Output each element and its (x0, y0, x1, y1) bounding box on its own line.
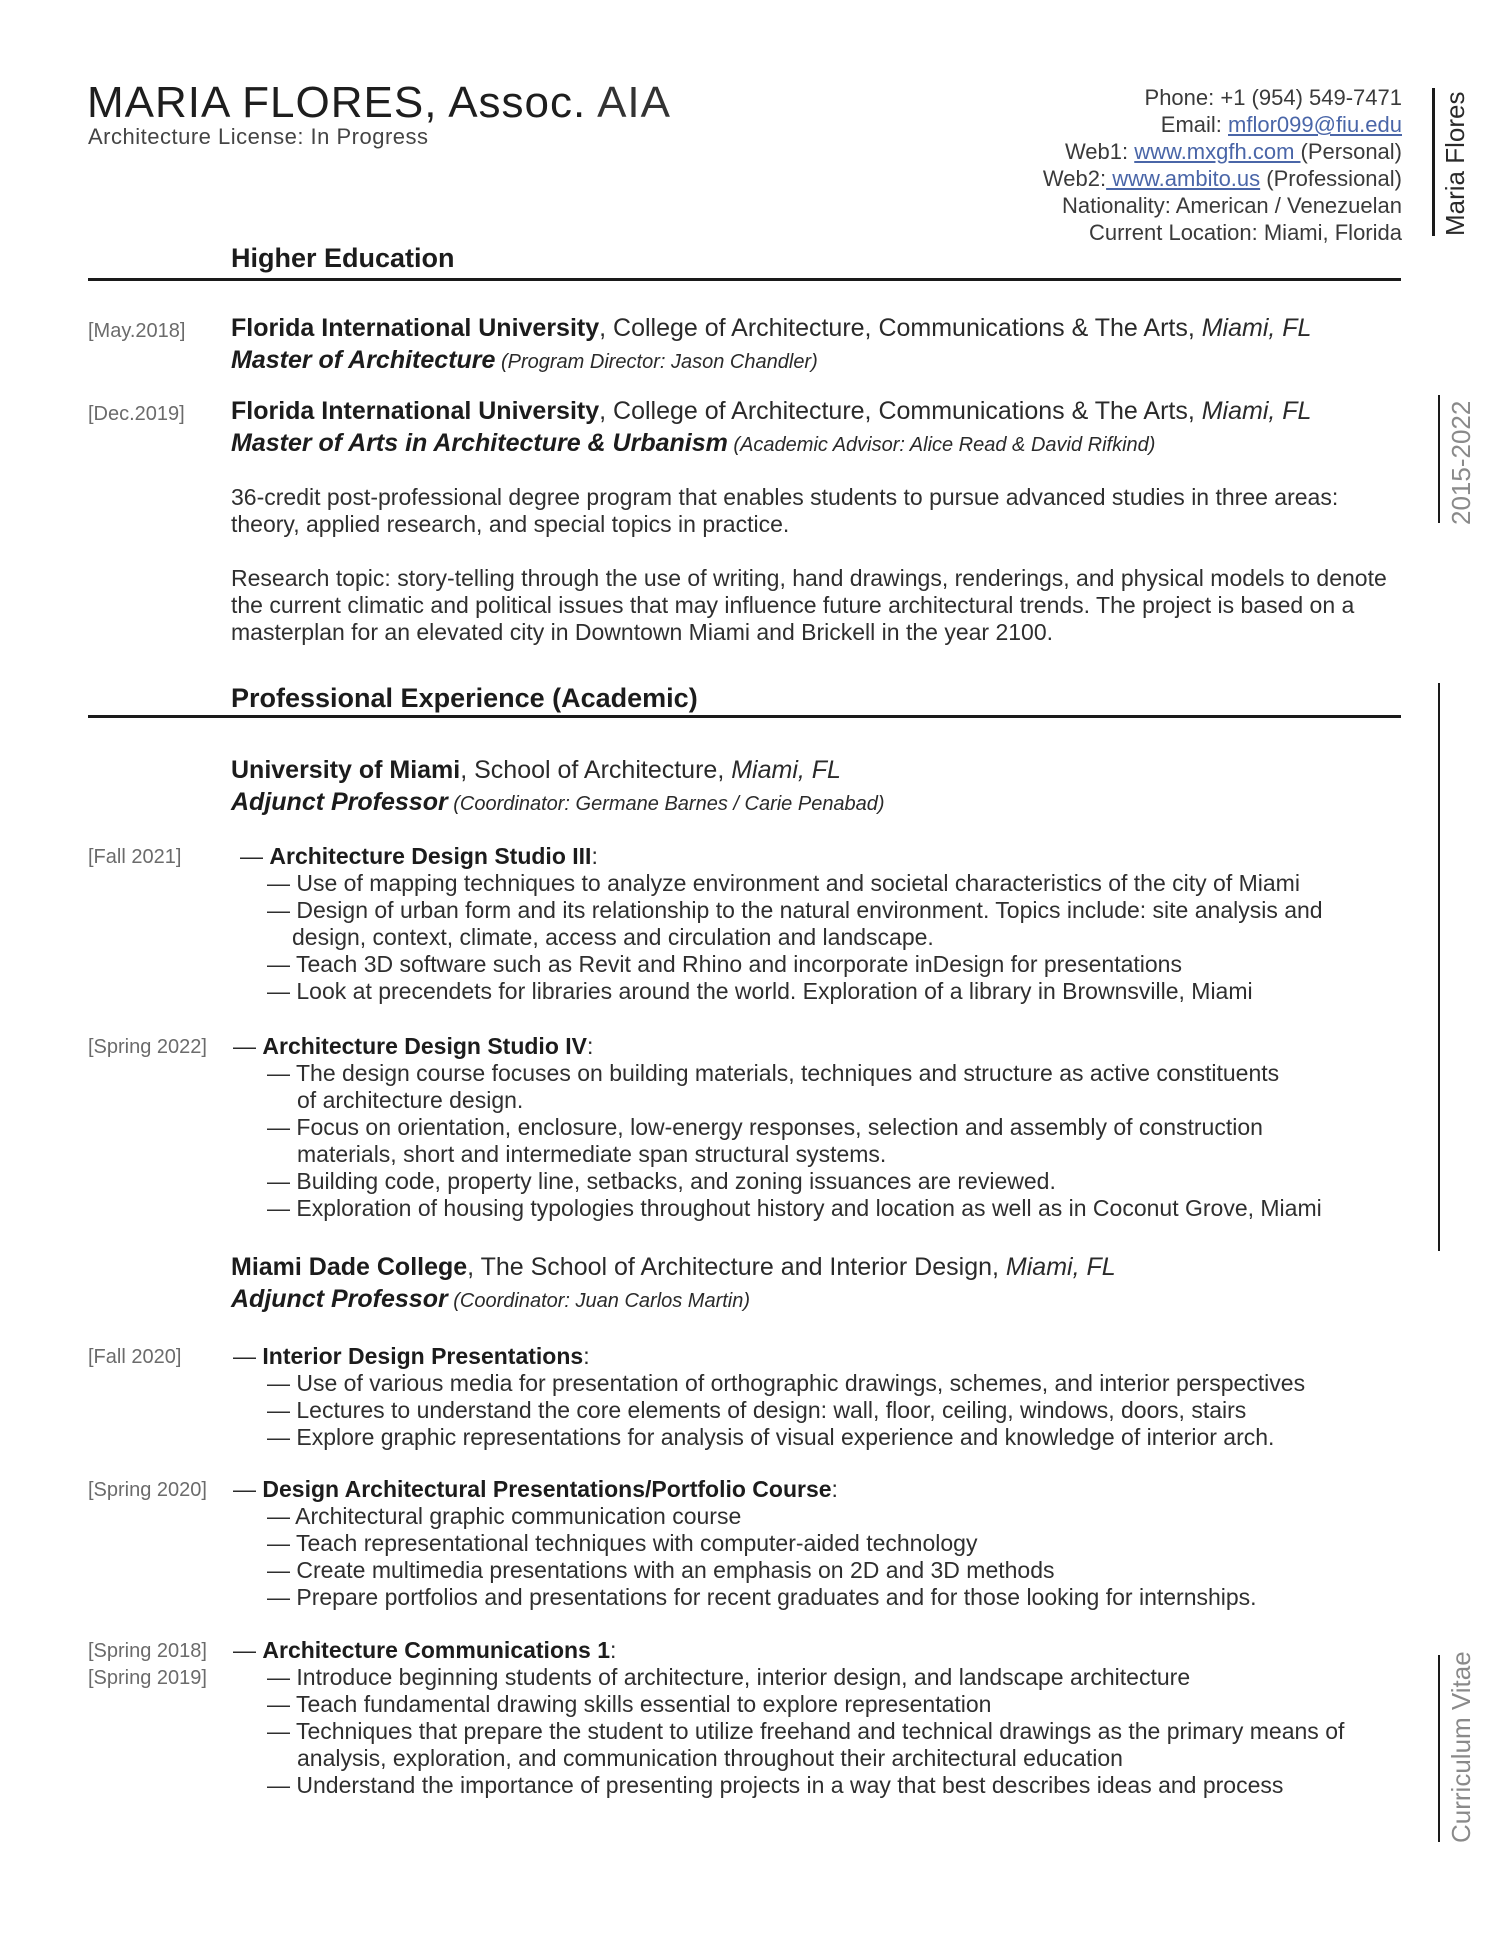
location: Miami, FL (1201, 314, 1312, 342)
bullet-item: — Look at precendets for libraries around the world. Exploration of a library in Brownsville, Miami (267, 978, 1253, 1004)
advisor: (Academic Advisor: Alice Read & David Rifkind) (727, 434, 1156, 456)
institution-name: Florida International University (231, 314, 600, 342)
dash: — (240, 843, 270, 869)
bullet-item: — Understand the importance of presenting projects in a way that best describes ideas and process (267, 1772, 1284, 1798)
course-bullets (267, 870, 1323, 1005)
side-divider (1432, 88, 1435, 236)
edu-degree-line (231, 346, 818, 375)
name-suffix: AIA (597, 78, 671, 127)
edu-description: 36-credit post-professional degree program that enables students to pursue advanced studies in three areas: theory, applied research, and special topics in practice. (231, 484, 1339, 537)
edu-date: [May.2018] (88, 320, 186, 342)
bullet-item: of architecture design. (297, 1087, 524, 1113)
bullet-item: — Teach fundamental drawing skills essential to explore representation (267, 1691, 992, 1717)
bullet-item: — Create multimedia presentations with an emphasis on 2D and 3D methods (267, 1557, 1055, 1583)
section-title-education: Higher Education (231, 243, 455, 273)
course-title-line (233, 1637, 616, 1664)
degree-name: Master of Arts in Architecture & Urbanism (231, 429, 728, 457)
institution-name: Florida International University (231, 397, 600, 425)
coordinator: (Coordinator: Juan Carlos Martin) (447, 1290, 751, 1312)
side-label-doc-type: Curriculum Vitae (1446, 1651, 1476, 1843)
dash: — (233, 1033, 263, 1059)
bullet-item: — Use of various media for presentation of orthographic drawings, schemes, and interior perspectives (267, 1370, 1306, 1396)
side-divider (1438, 1655, 1440, 1842)
college-name: , College of Architecture, Communications & The Arts, (599, 314, 1202, 342)
bullet-item: — Teach representational techniques with computer-aided technology (267, 1530, 978, 1556)
contact-phone: Phone: +1 (954) 549-7471 (1144, 85, 1402, 110)
employer-line (231, 756, 841, 785)
name-text: MARIA FLORES, Assoc. (87, 78, 587, 127)
bullet-item: materials, short and intermediate span structural systems. (297, 1141, 887, 1167)
course-date: [Spring 2018] (88, 1640, 207, 1662)
course-title-line (233, 1343, 590, 1370)
bullet-item: — Focus on orientation, enclosure, low-energy responses, selection and assembly of construction (267, 1114, 1263, 1140)
role-line (231, 1285, 750, 1314)
employer-line (231, 1253, 1116, 1282)
bullet-item: — Architectural graphic communication course (267, 1503, 742, 1529)
location: Miami, FL (1201, 397, 1312, 425)
license-status: Architecture License: In Progress (88, 124, 429, 149)
web2-label: Web2: (1042, 166, 1107, 191)
school-name: , School of Architecture, (460, 756, 732, 784)
course-title: Interior Design Presentations (262, 1343, 584, 1369)
bullet-item: — Building code, property line, setbacks, and zoning issuances are reviewed. (267, 1168, 1056, 1194)
section-rule (88, 715, 1401, 718)
edu-institution-line (231, 397, 1311, 426)
course-title: Design Architectural Presentations/Portfolio Course (262, 1476, 832, 1502)
bullet-item: — Design of urban form and its relationship to the natural environment. Topics include: site analysis and (267, 897, 1323, 923)
coordinator: (Coordinator: Germane Barnes / Carie Penabad) (447, 793, 885, 815)
web2-note: (Professional) (1260, 166, 1402, 191)
email-link[interactable]: mflor099@fiu.edu (1228, 112, 1402, 137)
dash: — (233, 1343, 263, 1369)
edu-degree-line (231, 429, 1155, 458)
web1-label: Web1: (1064, 139, 1135, 164)
course-bullets (267, 1664, 1344, 1799)
course-title-line (233, 1033, 593, 1060)
employer-name: University of Miami (231, 756, 461, 784)
course-date: [Spring 2022] (88, 1036, 207, 1058)
web1-note: (Personal) (1300, 139, 1402, 164)
bullet-item: — Explore graphic representations for analysis of visual experience and knowledge of interior arch. (267, 1424, 1275, 1450)
dash: — (233, 1476, 263, 1502)
colon: : (610, 1637, 617, 1663)
role-title: Adjunct Professor (231, 1285, 448, 1313)
edu-institution-line (231, 314, 1311, 343)
contact-nationality: Nationality: American / Venezuelan (1062, 193, 1402, 218)
course-title: Architecture Communications 1 (262, 1637, 611, 1663)
side-divider (1438, 395, 1440, 523)
location: Miami, FL (1005, 1253, 1116, 1281)
web1-link[interactable]: www.mxgfh.com (1134, 139, 1301, 164)
course-date-secondary: [Spring 2019] (88, 1667, 207, 1689)
side-divider (1438, 683, 1440, 1251)
bullet-item: — Use of mapping techniques to analyze environment and societal characteristics of the city of Miami (267, 870, 1300, 896)
course-title: Architecture Design Studio IV (262, 1033, 587, 1059)
contact-web1-row (1043, 138, 1402, 165)
course-date: [Spring 2020] (88, 1479, 207, 1501)
course-title: Architecture Design Studio III (269, 843, 592, 869)
colon: : (591, 843, 598, 869)
contact-block (1043, 84, 1402, 246)
employer-name: Miami Dade College (231, 1253, 468, 1281)
bullet-item: — Exploration of housing typologies throughout history and location as well as in Coconut Grove, Miami (267, 1195, 1322, 1221)
side-label-name: Maria Flores (1440, 91, 1470, 236)
contact-web2-row (1043, 165, 1402, 192)
edu-date: [Dec.2019] (88, 403, 185, 425)
college-name: , College of Architecture, Communications & The Arts, (599, 397, 1202, 425)
section-title-experience: Professional Experience (Academic) (231, 683, 698, 713)
course-bullets (267, 1370, 1305, 1451)
section-rule (88, 278, 1401, 281)
colon: : (587, 1033, 594, 1059)
degree-name: Master of Architecture (231, 346, 496, 374)
location: Miami, FL (731, 756, 841, 784)
school-name: , The School of Architecture and Interior Design, (467, 1253, 1006, 1281)
course-bullets (267, 1060, 1322, 1222)
email-label: Email: (1160, 112, 1229, 137)
bullet-item: — Teach 3D software such as Revit and Rhino and incorporate inDesign for presentations (267, 951, 1182, 977)
course-bullets (267, 1503, 1257, 1611)
bullet-item: analysis, exploration, and communication throughout their architectural education (297, 1745, 1123, 1771)
dash: — (233, 1637, 263, 1663)
advisor: (Program Director: Jason Chandler) (495, 351, 818, 373)
side-label-years: 2015-2022 (1446, 400, 1476, 525)
contact-email-row (1043, 111, 1402, 138)
contact-location: Current Location: Miami, Florida (1088, 220, 1402, 245)
colon: : (583, 1343, 590, 1369)
web2-link[interactable]: www.ambito.us (1106, 166, 1261, 191)
role-line (231, 788, 885, 817)
course-date: [Fall 2020] (88, 1346, 182, 1368)
colon: : (831, 1476, 838, 1502)
bullet-item: — Techniques that prepare the student to utilize freehand and technical drawings as the primary means of (267, 1718, 1345, 1744)
cv-name (87, 78, 671, 128)
course-title-line (240, 843, 598, 870)
course-title-line (233, 1476, 838, 1503)
bullet-item: — Introduce beginning students of architecture, interior design, and landscape architecture (267, 1664, 1191, 1690)
edu-research: Research topic: story-telling through the use of writing, hand drawings, renderings, and physical models to denote the current climatic and political issues that may influence future architectural trends. The project is based on a masterplan for an elevated city in Downtown Miami and Brickell in the year 2100. (231, 565, 1387, 645)
bullet-item: — Lectures to understand the core elements of design: wall, floor, ceiling, windows, doors, stairs (267, 1397, 1247, 1423)
bullet-item: — The design course focuses on building materials, techniques and structure as active constituents (267, 1060, 1280, 1086)
role-title: Adjunct Professor (231, 788, 448, 816)
bullet-item: design, context, climate, access and circulation and landscape. (292, 924, 934, 950)
bullet-item: — Prepare portfolios and presentations for recent graduates and for those looking for internships. (267, 1584, 1257, 1610)
course-date: [Fall 2021] (88, 846, 182, 868)
